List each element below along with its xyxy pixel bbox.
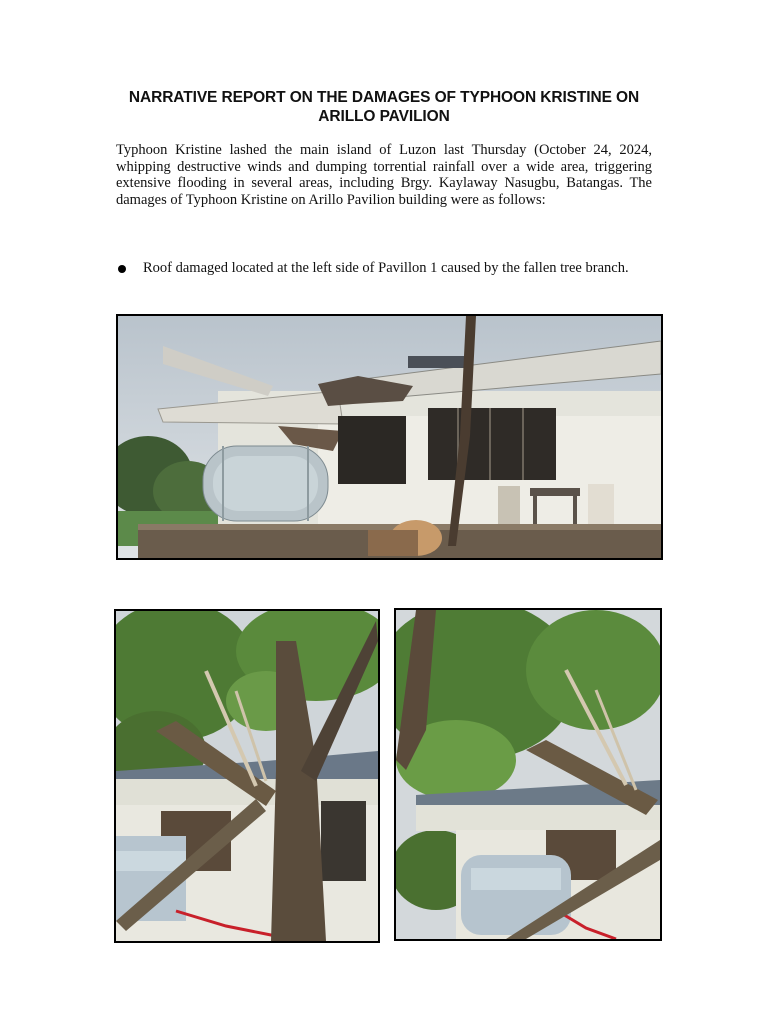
fallen-tree-image-left [116, 611, 378, 941]
fallen-tree-photo-left [114, 609, 380, 943]
report-title-line-1: NARRATIVE REPORT ON THE DAMAGES OF TYPHOON KRISTINE ON [128, 89, 640, 106]
fallen-tree-image-right [396, 610, 660, 939]
bullet-dot-icon [118, 265, 126, 273]
report-title-line-2: ARILLO PAVILION [318, 108, 450, 125]
bullet-item-text: Roof damaged located at the left side of Pavillon 1 caused by the fallen tree branch. [143, 260, 629, 276]
report-title [116, 88, 652, 126]
damaged-roof-image [118, 316, 661, 558]
damaged-roof-photo [116, 314, 663, 560]
intro-paragraph: Typhoon Kristine lashed the main island of Luzon last Thursday (October 24, 2024, whipping destructive winds and dumping torrential rainfall over a wide area, triggering extensive flooding in several areas, including Brgy. Kaylaway Nasugbu, Batangas. The damages of Typhoon Kristine on Arillo Pavilion building were as follows: [116, 142, 652, 208]
fallen-tree-photo-right [394, 608, 662, 941]
